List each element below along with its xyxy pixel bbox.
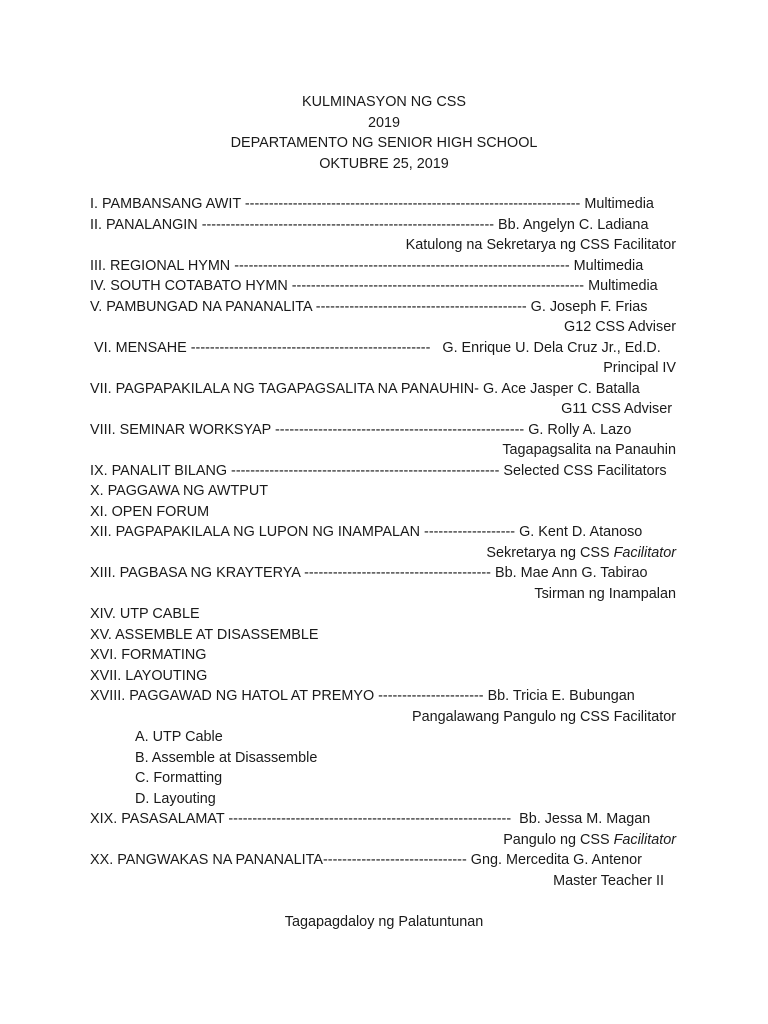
program-item bbox=[90, 461, 690, 482]
award-category: C. Formatting bbox=[135, 770, 223, 786]
person-role bbox=[90, 707, 690, 728]
person-role bbox=[90, 440, 690, 461]
leader-dashes: - bbox=[474, 380, 479, 397]
program-item bbox=[90, 481, 690, 502]
program-item bbox=[90, 297, 690, 318]
program-item-title: IX. PANALIT BILANG bbox=[90, 462, 228, 479]
person-role-text: Pangulo ng CSS bbox=[503, 831, 614, 848]
program-item bbox=[90, 563, 690, 584]
program-item bbox=[90, 194, 690, 215]
program-item-person: G. Ace Jasper C. Batalla bbox=[478, 380, 640, 397]
program-item bbox=[90, 256, 690, 277]
program-item bbox=[90, 502, 690, 523]
program-item-person: G. Enrique U. Dela Cruz Jr., Ed.D. bbox=[430, 339, 661, 356]
program-item-title: I. PAMBANSANG AWIT bbox=[90, 196, 241, 212]
program-item-title: XVI. FORMATING bbox=[90, 647, 207, 663]
program-item-title: X. PAGGAWA NG AWTPUT bbox=[90, 483, 269, 499]
emcee-label: Tagapagdaloy ng Palatuntunan bbox=[284, 914, 484, 930]
program-header bbox=[0, 92, 768, 174]
program-item bbox=[90, 850, 690, 871]
person-role bbox=[90, 235, 690, 256]
person-role-text: Tagapagsalita na Panauhin bbox=[502, 442, 676, 458]
program-item bbox=[90, 379, 690, 400]
program-item-person: Multimedia bbox=[584, 278, 658, 294]
program-item-person: G. Joseph F. Frias bbox=[526, 298, 648, 315]
program-footer bbox=[0, 912, 768, 933]
leader-dashes: ------------------------------ bbox=[322, 852, 467, 868]
event-year: 2019 bbox=[367, 114, 400, 131]
program-item-person: Bb. Mae Ann G. Tabirao bbox=[490, 565, 648, 581]
person-role bbox=[90, 399, 690, 420]
program-item-person: Bb. Jessa M. Magan bbox=[511, 811, 651, 827]
leader-dashes: ---------------------------------------------------------------------- bbox=[230, 257, 570, 274]
program-item-title: XI. OPEN FORUM bbox=[90, 503, 210, 520]
program-item-title: XX. PANGWAKAS NA PANANALITA bbox=[90, 852, 323, 868]
person-role-text: Tsirman ng Inampalan bbox=[534, 585, 676, 602]
person-role bbox=[90, 830, 690, 851]
leader-dashes: ---------------------- bbox=[374, 688, 484, 704]
person-role bbox=[90, 871, 690, 892]
award-category: D. Layouting bbox=[135, 790, 216, 807]
award-category: B. Assemble at Disassemble bbox=[135, 749, 318, 766]
program-item bbox=[90, 666, 690, 687]
program-item-person: Selected CSS Facilitators bbox=[499, 462, 667, 479]
leader-dashes: ------------------------------------------------------------- bbox=[287, 278, 585, 294]
person-role bbox=[90, 543, 690, 564]
event-title: KULMINASYON NG CSS bbox=[302, 94, 466, 110]
leader-dashes: --------------------------------------- bbox=[300, 565, 491, 581]
program-item bbox=[90, 604, 690, 625]
program-item bbox=[90, 420, 690, 441]
person-role bbox=[90, 358, 690, 379]
program-item-title: XVIII. PAGGAWAD NG HATOL AT PREMYO bbox=[90, 688, 375, 704]
program-item-title: XV. ASSEMBLE AT DISASSEMBLE bbox=[90, 626, 319, 643]
program-item-title: VII. PAGPAPAKILALA NG TAGAPAGSALITA NA PANAUHIN bbox=[90, 380, 475, 397]
leader-dashes: ----------------------------------------------------------- bbox=[224, 811, 512, 827]
department-name: DEPARTAMENTO NG SENIOR HIGH SCHOOL bbox=[230, 135, 538, 151]
program-item-title: II. PANALANGIN bbox=[90, 216, 198, 233]
program-item-person: Bb. Angelyn C. Ladiana bbox=[494, 216, 649, 233]
person-role-text: G12 CSS Adviser bbox=[564, 319, 676, 335]
program-item bbox=[90, 215, 690, 236]
person-role-text: Sekretarya ng CSS bbox=[486, 544, 614, 561]
person-role-text: Principal IV bbox=[603, 360, 676, 376]
program-item bbox=[90, 645, 690, 666]
program-item-title: XIX. PASASALAMAT bbox=[90, 811, 225, 827]
program-item-title: V. PAMBUNGAD NA PANANALITA bbox=[90, 298, 312, 315]
person-role bbox=[90, 317, 690, 338]
program-item-person: Multimedia bbox=[569, 257, 644, 274]
program-item bbox=[90, 338, 690, 359]
leader-dashes: -------------------------------------------- bbox=[311, 298, 527, 315]
person-role-italic: Facilitator bbox=[613, 831, 676, 848]
person-role bbox=[90, 584, 690, 605]
leader-dashes: ---------------------------------------------------- bbox=[271, 421, 525, 438]
program-item-title: VIII. SEMINAR WORKSYAP bbox=[90, 421, 271, 438]
program-item-title: XVII. LAYOUTING bbox=[90, 667, 208, 684]
program-item-title: XIII. PAGBASA NG KRAYTERYA bbox=[90, 565, 301, 581]
program-item bbox=[90, 625, 690, 646]
person-role-text: G11 CSS Adviser bbox=[561, 401, 676, 417]
program-item bbox=[90, 686, 690, 707]
leader-dashes: -------------------------------------------------- bbox=[186, 339, 431, 356]
person-role-italic: Facilitator bbox=[613, 544, 676, 561]
program-item-person: Multimedia bbox=[580, 196, 654, 212]
program-item bbox=[90, 276, 690, 297]
program-item-title: XIV. UTP CABLE bbox=[90, 606, 200, 622]
program-item-title: III. REGIONAL HYMN bbox=[90, 257, 231, 274]
person-role-text: Master Teacher II bbox=[553, 872, 676, 889]
leader-dashes: -------------------------------------------------------- bbox=[227, 462, 500, 479]
leader-dashes: ------------------------------------------------------------- bbox=[197, 216, 495, 233]
person-role-text: Pangalawang Pangulo ng CSS Facilitator bbox=[412, 708, 676, 725]
leader-dashes: ---------------------------------------------------------------------- bbox=[240, 196, 581, 212]
program-item-person: G. Rolly A. Lazo bbox=[524, 421, 632, 438]
person-role-text: Katulong na Sekretarya ng CSS Facilitator bbox=[405, 237, 676, 253]
program-list bbox=[90, 194, 690, 891]
program-item-person: G. Kent D. Atanoso bbox=[515, 524, 643, 540]
program-item-title: VI. MENSAHE bbox=[90, 339, 187, 356]
program-item-person: Gng. Mercedita G. Antenor bbox=[466, 852, 642, 868]
program-item bbox=[90, 809, 690, 830]
program-item-title: IV. SOUTH COTABATO HYMN bbox=[90, 278, 288, 294]
event-date: OKTUBRE 25, 2019 bbox=[319, 155, 449, 172]
leader-dashes: ------------------- bbox=[420, 524, 516, 540]
program-item bbox=[90, 522, 690, 543]
award-category: A. UTP Cable bbox=[135, 729, 223, 745]
program-item-person: Bb. Tricia E. Bubungan bbox=[483, 688, 635, 704]
program-item-title: XII. PAGPAPAKILALA NG LUPON NG INAMPALAN bbox=[90, 524, 421, 540]
